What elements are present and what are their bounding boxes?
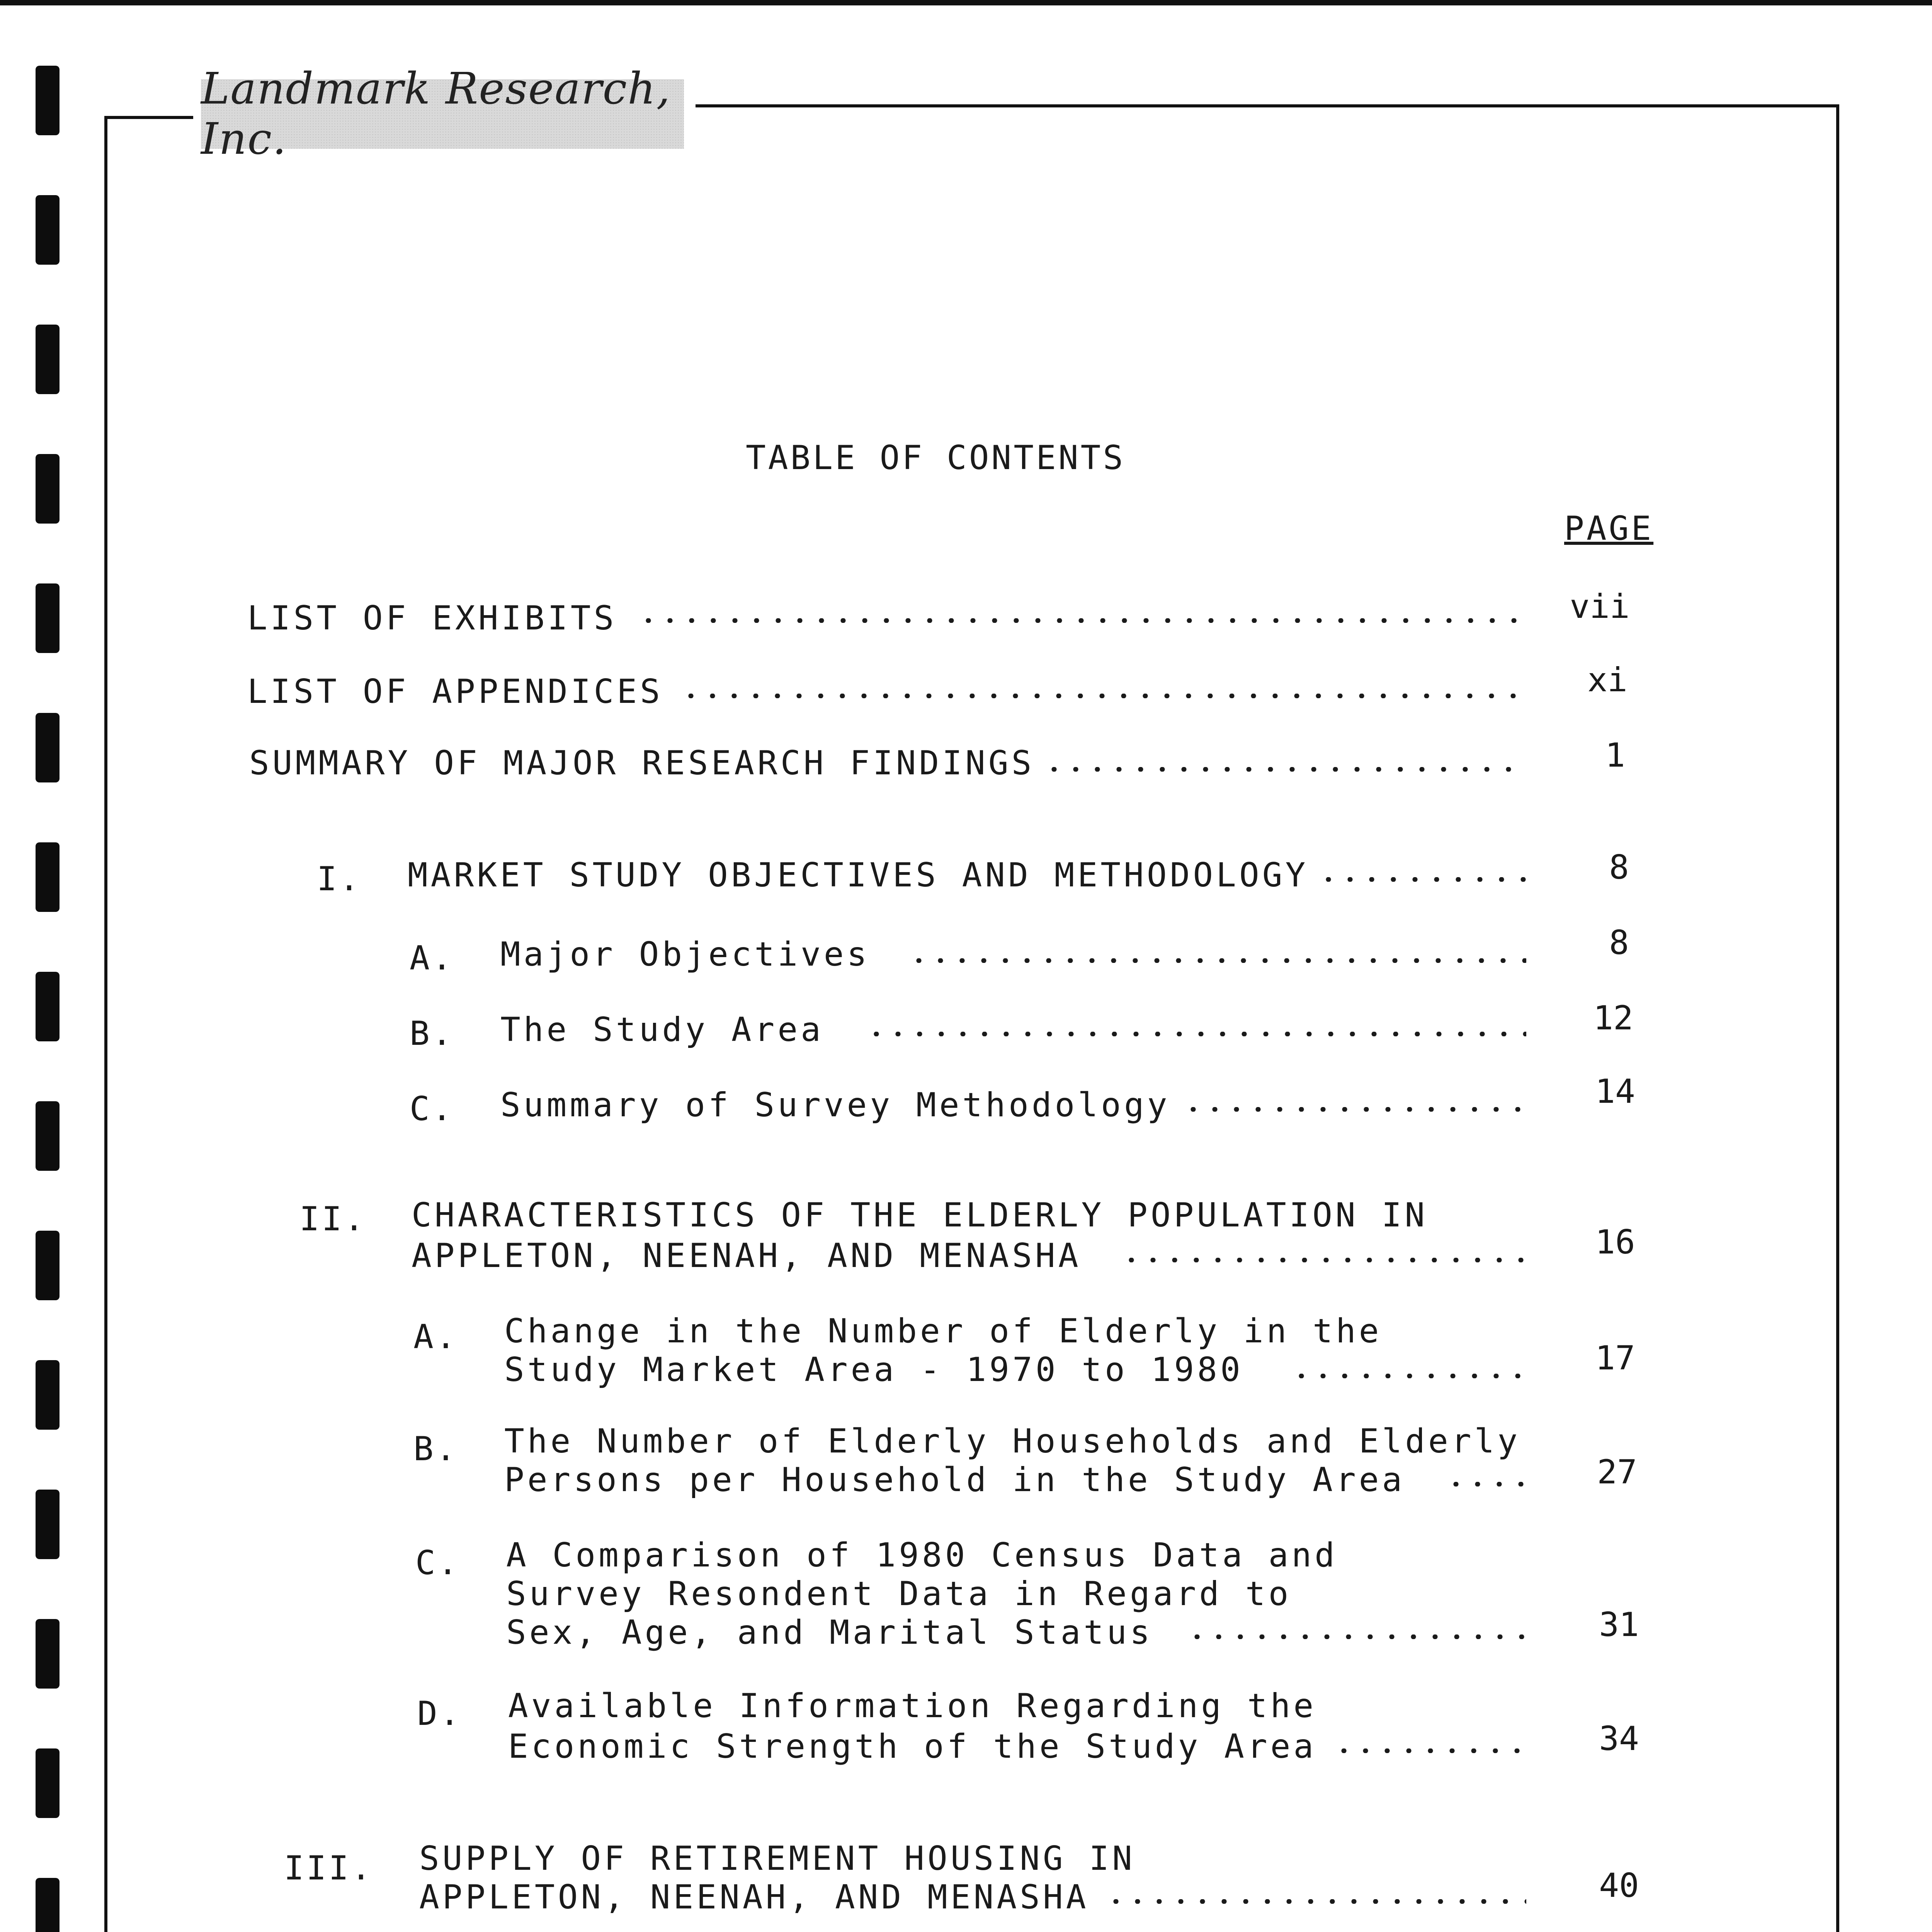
letterhead-logo	[201, 64, 684, 164]
binding-hole	[36, 972, 60, 1041]
toc-entry-page: 1	[1605, 736, 1625, 775]
binding-hole	[36, 1360, 60, 1430]
binding-hole	[36, 583, 60, 653]
toc-entry-page: 12	[1593, 999, 1633, 1037]
subsection-letter: A.	[413, 1318, 458, 1356]
toc-entry-page: 17	[1595, 1339, 1635, 1378]
subsection-letter: B.	[413, 1430, 458, 1468]
toc-entry-page: xi	[1587, 661, 1628, 699]
toc-entry-text: The Study Area	[500, 1010, 824, 1049]
frame-left	[104, 116, 107, 1932]
toc-entry-line: Available Information Regarding the	[508, 1687, 1317, 1725]
page-title: TABLE OF CONTENTS	[746, 439, 1126, 477]
subsection-letter: C.	[410, 1090, 454, 1128]
toc-entry-page: 34	[1599, 1719, 1639, 1758]
toc-entry-line: Economic Strength of the Study Area	[508, 1727, 1317, 1766]
subsection-letter: B.	[410, 1014, 454, 1053]
toc-entry-text: MARKET STUDY OBJECTIVES AND METHODOLOGY	[408, 856, 1309, 895]
subsection-letter: A.	[410, 939, 454, 978]
toc-entry-line: Change in the Number of Elderly in the	[504, 1312, 1382, 1350]
frame-top-right	[696, 104, 1839, 107]
section-number: I.	[317, 860, 362, 898]
toc-entry-page: 27	[1597, 1453, 1637, 1492]
letterhead-text: Landmark Research, Inc.	[201, 64, 671, 164]
dot-leader	[1043, 767, 1526, 772]
binding-hole	[36, 195, 60, 265]
binding-hole	[36, 842, 60, 912]
dot-leader	[1333, 1748, 1526, 1753]
page-column-header: PAGE	[1564, 509, 1654, 548]
toc-entry-line: Persons per Household in the Study Area	[504, 1461, 1405, 1499]
binding-hole	[36, 1231, 60, 1300]
toc-entry-line: CHARACTERISTICS OF THE ELDERLY POPULATION IN	[412, 1196, 1428, 1235]
toc-entry-page: 8	[1609, 848, 1629, 887]
binding-hole	[36, 1748, 60, 1818]
dot-leader	[638, 618, 1526, 623]
dot-leader	[1186, 1634, 1526, 1639]
toc-entry-text: SUMMARY OF MAJOR RESEARCH FINDINGS	[249, 744, 1035, 782]
binding-hole	[36, 325, 60, 394]
toc-entry-line: A Comparison of 1980 Census Data and	[506, 1536, 1338, 1575]
subsection-letter: D.	[417, 1694, 462, 1733]
binding-hole	[36, 713, 60, 782]
binding-hole	[36, 1619, 60, 1689]
binding-hole	[36, 454, 60, 524]
dot-leader	[1105, 1899, 1526, 1904]
binding-hole	[36, 66, 60, 135]
scan-top-edge	[0, 0, 1932, 5]
toc-entry-line: Sex, Age, and Marital Status	[506, 1613, 1153, 1652]
dot-leader	[1318, 877, 1526, 882]
dot-leader	[1121, 1258, 1526, 1262]
frame-top-left	[104, 116, 193, 119]
frame-right	[1836, 104, 1839, 1932]
toc-entry-page: vii	[1570, 587, 1630, 626]
toc-entry-text: Summary of Survey Methodology	[500, 1086, 1170, 1124]
toc-entry-line: APPLETON, NEENAH, AND MENASHA	[412, 1236, 1082, 1275]
binding-hole	[36, 1101, 60, 1171]
dot-leader	[1291, 1374, 1526, 1378]
toc-entry-line: Study Market Area - 1970 to 1980	[504, 1350, 1243, 1389]
dot-leader	[1182, 1107, 1526, 1112]
toc-entry-page: 16	[1595, 1223, 1635, 1262]
section-number: III.	[284, 1849, 374, 1888]
toc-entry-line: APPLETON, NEENAH, AND MENASHA	[419, 1878, 1089, 1917]
binding-hole	[36, 1878, 60, 1932]
binding-hole	[36, 1490, 60, 1559]
toc-entry-line: The Number of Elderly Households and Elderly	[504, 1422, 1521, 1461]
dot-leader	[680, 694, 1526, 698]
toc-entry-line: Survey Resondent Data in Regard to	[506, 1575, 1292, 1613]
dot-leader	[908, 958, 1526, 963]
toc-entry-line: SUPPLY OF RETIREMENT HOUSING IN	[419, 1839, 1136, 1878]
toc-entry-page: 14	[1595, 1072, 1635, 1111]
toc-entry-text: Major Objectives	[500, 935, 870, 974]
toc-entry-text: LIST OF EXHIBITS	[247, 599, 617, 638]
section-number: II.	[299, 1200, 367, 1238]
toc-entry-page: 31	[1599, 1605, 1639, 1644]
toc-entry-text: LIST OF APPENDICES	[247, 672, 663, 711]
toc-entry-page: 8	[1609, 923, 1629, 962]
dot-leader	[866, 1032, 1526, 1036]
dot-leader	[1445, 1482, 1526, 1486]
subsection-letter: C.	[415, 1544, 460, 1582]
toc-entry-page: 40	[1599, 1866, 1639, 1905]
